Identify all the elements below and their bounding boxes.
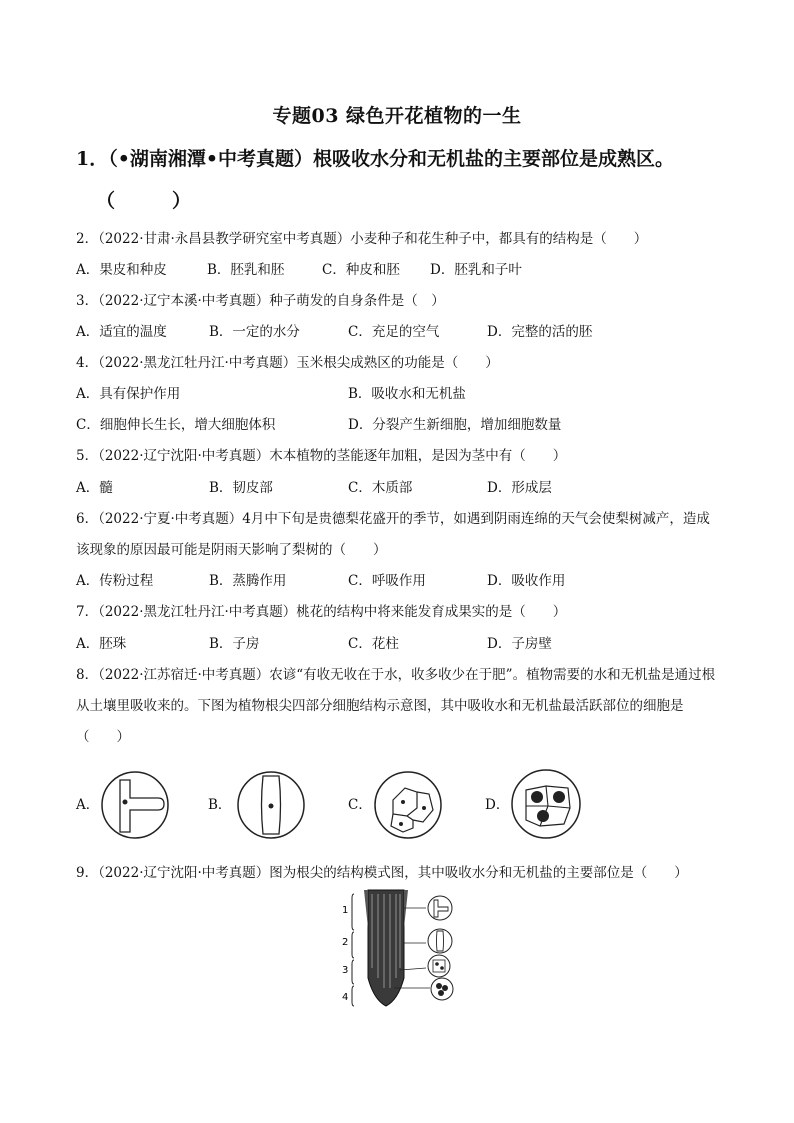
question-5-stem: 5．（2022·辽宁沈阳·中考真题）木本植物的茎能逐年加粗，是因为茎中有（ ） bbox=[76, 448, 567, 464]
question-8-image-label-d: D． bbox=[485, 797, 510, 813]
meristem-cells-figure bbox=[373, 770, 443, 840]
question-6-option-a: A．传粉过程 bbox=[76, 573, 154, 589]
question-4-option-a: A．具有保护作用 bbox=[76, 386, 181, 402]
question-6-option-b: B．蒸腾作用 bbox=[209, 573, 287, 589]
elongation-cell-figure bbox=[236, 770, 306, 840]
question-5-option-a: A．髓 bbox=[76, 480, 113, 496]
question-8-image-label-a: A． bbox=[76, 797, 100, 813]
root-figure-label-2: 2 bbox=[342, 937, 349, 948]
question-2-option-d: D．胚乳和子叶 bbox=[430, 262, 522, 278]
question-4-option-b: B．吸收水和无机盐 bbox=[348, 386, 466, 402]
question-3-option-a: A．适宜的温度 bbox=[76, 324, 167, 340]
question-8-image-label-b: B． bbox=[208, 797, 232, 813]
question-7-stem: 7．（2022·黑龙江牡丹江·中考真题）桃花的结构中将来能发育成果实的是（ ） bbox=[76, 604, 567, 620]
root-tip-structure-figure bbox=[338, 888, 463, 1013]
question-4-option-d: D．分裂产生新细胞，增加细胞数量 bbox=[348, 417, 562, 433]
question-3-option-b: B．一定的水分 bbox=[209, 324, 300, 340]
question-6-stem-line-2: 该现象的原因最可能是阴雨天影响了梨树的（ ） bbox=[76, 542, 387, 558]
question-7-option-d: D．子房壁 bbox=[487, 636, 552, 652]
page-title: 专题03 绿色开花植物的一生 bbox=[272, 105, 522, 127]
question-2-option-b: B．胚乳和胚 bbox=[207, 262, 285, 278]
root-hair-cell-figure bbox=[100, 770, 170, 840]
question-6-stem-line-1: 6．（2022·宁夏·中考真题）4月中下旬是贵德梨花盛开的季节，如遇到阴雨连绵的天气会使梨树减产，造成 bbox=[76, 511, 710, 527]
question-4-option-c: C．细胞伸长生长，增大细胞体积 bbox=[76, 417, 276, 433]
root-figure-label-1: 1 bbox=[342, 905, 349, 916]
question-7-option-a: A．胚珠 bbox=[76, 636, 127, 652]
question-8-stem-line-2: 从土壤里吸收来的。下图为植物根尖四部分细胞结构示意图，其中吸收水和无机盐最活跃部位的细胞是 bbox=[76, 698, 684, 714]
question-9-stem: 9．（2022·辽宁沈阳·中考真题）图为根尖的结构模式图，其中吸收水分和无机盐的主要部位是（ ） bbox=[76, 865, 688, 881]
question-8-stem-line-1: 8．（2022·江苏宿迁·中考真题）农谚“有收无收在于水，收多收少在于肥”。植物需要的水和无机盐是通过根 bbox=[76, 667, 716, 683]
question-3-option-d: D．完整的活的胚 bbox=[487, 324, 593, 340]
question-5-option-d: D．形成层 bbox=[487, 480, 552, 496]
question-5-option-b: B．韧皮部 bbox=[209, 480, 273, 496]
question-8-stem-line-3: （ ） bbox=[76, 729, 130, 745]
question-8-image-label-c: C． bbox=[348, 797, 372, 813]
question-6-option-d: D．吸收作用 bbox=[487, 573, 566, 589]
question-6-option-c: C．呼吸作用 bbox=[348, 573, 426, 589]
question-7-option-c: C．花柱 bbox=[348, 636, 399, 652]
question-1-stem: 1．（•湖南湘潭•中考真题）根吸收水分和无机盐的主要部位是成熟区。 bbox=[76, 148, 675, 170]
question-2-stem: 2．（2022·甘肃·永昌县教学研究室中考真题）小麦种子和花生种子中，都具有的结构是（ ） bbox=[76, 231, 648, 247]
question-1-answer-blank: （ ） bbox=[96, 190, 192, 212]
question-5-option-c: C．木质部 bbox=[348, 480, 413, 496]
root-figure-label-4: 4 bbox=[342, 992, 349, 1003]
question-2-option-a: A．果皮和种皮 bbox=[76, 262, 167, 278]
root-cap-cells-figure bbox=[510, 768, 582, 840]
question-7-option-b: B．子房 bbox=[209, 636, 260, 652]
question-3-option-c: C．充足的空气 bbox=[348, 324, 440, 340]
root-figure-label-3: 3 bbox=[342, 965, 349, 976]
question-2-option-c: C．种皮和胚 bbox=[322, 262, 400, 278]
question-3-stem: 3．（2022·辽宁本溪·中考真题）种子萌发的自身条件是（ ） bbox=[76, 293, 445, 309]
question-4-stem: 4．（2022·黑龙江牡丹江·中考真题）玉米根尖成熟区的功能是（ ） bbox=[76, 355, 499, 371]
